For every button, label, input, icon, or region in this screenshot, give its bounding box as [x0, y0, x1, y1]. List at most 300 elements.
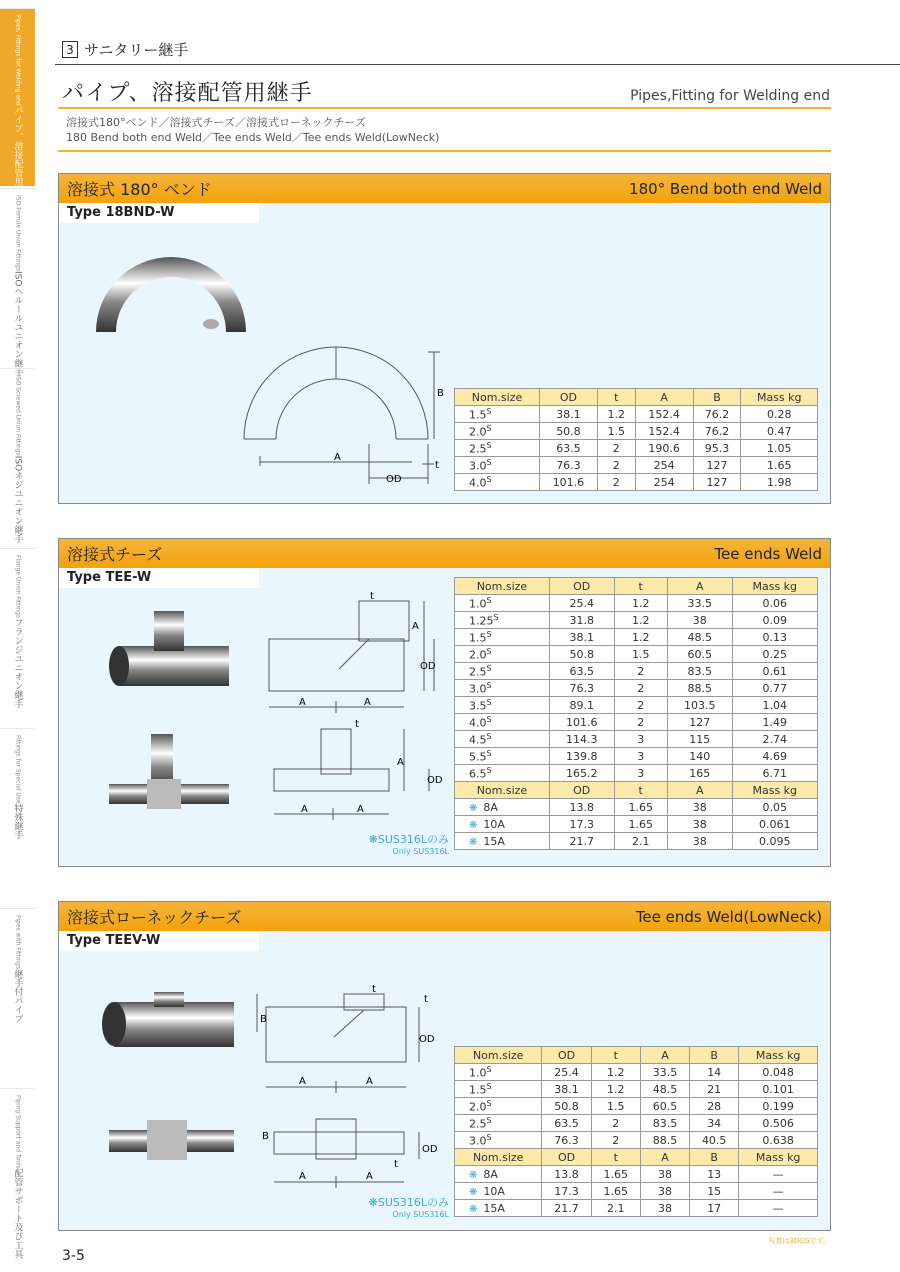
- cell-value: 4.5: [469, 733, 487, 747]
- sidebar-tab-label: [12, 375, 24, 543]
- cell-value: 1.5: [607, 424, 626, 438]
- cell-value: 0.05: [762, 800, 788, 814]
- section-title-bar: [59, 174, 830, 203]
- table-cell: [549, 816, 614, 833]
- table-row: [455, 816, 818, 833]
- spec-table-lowneck: [454, 1046, 818, 1217]
- table-cell: [455, 1200, 542, 1217]
- sidebar-tab[interactable]: [0, 8, 35, 205]
- sidebar-tab-en: Fittings for Special Use: [14, 735, 22, 804]
- table-cell: [455, 1183, 542, 1200]
- table-cell: [732, 578, 817, 595]
- cell-value: 76.3: [556, 458, 581, 472]
- table-cell: [455, 782, 550, 799]
- cell-value: 76.3: [569, 681, 594, 695]
- schedule-sup: S: [486, 423, 492, 433]
- sidebar-tab-en: ISO Screwed Union Fittings: [14, 375, 22, 456]
- cell-value: —: [772, 1184, 784, 1198]
- cell-value: 95.3: [704, 441, 730, 455]
- table-row: [455, 1064, 818, 1081]
- table-cell: [667, 765, 732, 782]
- dim-a: A: [299, 697, 306, 708]
- table-cell: [597, 389, 635, 406]
- table-cell: [732, 646, 817, 663]
- sidebar-tab[interactable]: [0, 1088, 35, 1266]
- cell-value: 4.0: [469, 476, 487, 490]
- table-row: [455, 1081, 818, 1098]
- sidebar-tab-ja: ISOネジユニオン継手: [12, 455, 23, 544]
- table-cell: [614, 697, 667, 714]
- dim-a: A: [299, 1076, 306, 1087]
- table-cell: [640, 1183, 689, 1200]
- cell-value: 2: [612, 1116, 620, 1130]
- table-cell: [732, 595, 817, 612]
- table-cell: [614, 816, 667, 833]
- table-cell: [739, 1200, 818, 1217]
- cell-value: A: [661, 1048, 669, 1062]
- cell-value: 38: [657, 1201, 672, 1215]
- table-cell: [667, 595, 732, 612]
- table-cell: [739, 1047, 818, 1064]
- sidebar-tab[interactable]: [0, 188, 35, 377]
- sidebar-tab-ja: 継手付パイプ: [12, 969, 23, 1024]
- cell-value: 48.5: [652, 1082, 678, 1096]
- cell-value: A: [661, 1150, 669, 1164]
- table-cell: [693, 406, 741, 423]
- table-row: [455, 595, 818, 612]
- table-cell: [455, 714, 550, 731]
- cell-value: 1.0: [469, 597, 487, 611]
- cell-value: 1.05: [766, 441, 792, 455]
- table-cell: [540, 457, 598, 474]
- tee-small-photo: [99, 734, 239, 819]
- table-cell: [591, 1115, 640, 1132]
- table-cell: [549, 833, 614, 850]
- cell-value: A: [660, 390, 668, 404]
- page-title-en: Pipes,Fitting for Welding end: [630, 88, 830, 104]
- cell-value: 1.65: [603, 1167, 628, 1181]
- cell-value: 1.98: [766, 475, 792, 489]
- dim-t: t: [394, 1159, 398, 1170]
- lowneck-small-drawing: [254, 1107, 449, 1192]
- cell-value: 88.5: [652, 1133, 678, 1147]
- dim-od: OD: [422, 1144, 438, 1155]
- cell-value: 3.0: [469, 459, 487, 473]
- cell-value: 76.2: [704, 407, 730, 421]
- table-cell: [614, 799, 667, 816]
- cell-value: 165.2: [565, 766, 598, 780]
- cell-value: 127: [689, 715, 711, 729]
- table-cell: [635, 440, 693, 457]
- cell-value: 38: [692, 817, 707, 831]
- cell-value: 1.5: [607, 1099, 625, 1113]
- cell-value: 40.5: [701, 1133, 727, 1147]
- table-cell: [549, 680, 614, 697]
- section-title: 溶接式 180° ベンド: [67, 180, 212, 199]
- cell-value: 38.1: [569, 630, 594, 644]
- cell-value: 48.5: [687, 630, 712, 644]
- cell-value: 1.2: [607, 1082, 625, 1096]
- cell-value: 38: [692, 834, 707, 848]
- table-cell: [667, 782, 732, 799]
- table-header-row: [455, 578, 818, 595]
- table-cell: [542, 1149, 591, 1166]
- cell-value: —: [772, 1201, 784, 1215]
- cell-value: t: [638, 579, 643, 593]
- section-title-en: Tee ends Weld(LowNeck): [635, 907, 822, 926]
- note-ja: ❋SUS316Lのみ: [368, 1196, 449, 1209]
- cell-value: 2.5: [469, 665, 487, 679]
- cell-value: OD: [557, 1150, 576, 1164]
- table-header-row: [455, 782, 818, 799]
- table-cell: [739, 1166, 818, 1183]
- table-cell: [739, 1149, 818, 1166]
- sidebar-tab[interactable]: [0, 548, 35, 726]
- photo-note: 写真は3DCGです。: [768, 1237, 830, 1245]
- type-label: Type TEEV-W: [59, 931, 259, 951]
- table-cell: [739, 1098, 818, 1115]
- cell-value: 0.06: [762, 596, 788, 610]
- table-cell: [741, 457, 818, 474]
- section-title-bar: [59, 902, 830, 931]
- schedule-sup: S: [486, 714, 492, 724]
- cell-value: 0.095: [759, 834, 791, 848]
- table-cell: [693, 440, 741, 457]
- cell-value: t: [638, 783, 643, 797]
- table-cell: [667, 697, 732, 714]
- table-cell: [455, 1149, 542, 1166]
- table-cell: [667, 714, 732, 731]
- sidebar-tab[interactable]: [0, 728, 35, 906]
- table-cell: [540, 423, 598, 440]
- cell-value: 1.04: [762, 698, 788, 712]
- cell-value: 38.1: [556, 407, 581, 421]
- cell-value: 3.0: [469, 1134, 487, 1148]
- table-cell: [455, 697, 550, 714]
- table-cell: [455, 440, 540, 457]
- cell-value: Mass kg: [752, 579, 798, 593]
- table-cell: [690, 1047, 739, 1064]
- dim-t: t: [355, 719, 359, 730]
- cell-value: Mass kg: [755, 1048, 801, 1062]
- schedule-sup: S: [486, 629, 492, 639]
- sidebar-tab-ja: ISOヘルールユニオン継手: [12, 270, 23, 377]
- schedule-sup: S: [486, 474, 492, 484]
- cell-value: 10A: [483, 817, 505, 831]
- table-cell: [635, 423, 693, 440]
- table-cell: [455, 663, 550, 680]
- cell-value: 60.5: [687, 647, 712, 661]
- table-cell: [455, 578, 550, 595]
- cell-value: B: [710, 1150, 718, 1164]
- table-cell: [455, 423, 540, 440]
- table-cell: [455, 612, 550, 629]
- table-cell: [614, 663, 667, 680]
- table-cell: [635, 389, 693, 406]
- dim-t: t: [372, 984, 376, 995]
- table-row: [455, 833, 818, 850]
- cell-value: 1.65: [766, 458, 792, 472]
- table-cell: [542, 1200, 591, 1217]
- cell-value: 1.65: [628, 817, 653, 831]
- cell-value: 1.5: [469, 408, 487, 422]
- cell-value: 0.199: [762, 1099, 794, 1113]
- table-cell: [542, 1183, 591, 1200]
- sidebar-tab-label: [12, 915, 24, 1023]
- table-cell: [549, 765, 614, 782]
- table-row: [455, 612, 818, 629]
- table-cell: [667, 629, 732, 646]
- dim-a: A: [357, 804, 364, 815]
- table-cell: [455, 731, 550, 748]
- table-cell: [455, 748, 550, 765]
- dim-a: A: [366, 1076, 373, 1087]
- table-cell: [667, 731, 732, 748]
- dim-a: A: [364, 697, 371, 708]
- sidebar-tab-en: Piping Support and Tools: [14, 1095, 22, 1169]
- section-lowneck-tee: [58, 901, 831, 1231]
- schedule-sup: S: [486, 663, 492, 673]
- dim-a: A: [366, 1171, 373, 1182]
- tee-small-drawing: [259, 719, 454, 829]
- dim-a: A: [299, 1171, 306, 1182]
- table-cell: [690, 1098, 739, 1115]
- cell-value: 2: [612, 475, 620, 489]
- sidebar-tab-label: [12, 195, 24, 376]
- table-cell: [732, 731, 817, 748]
- table-row: [455, 697, 818, 714]
- table-cell: [690, 1132, 739, 1149]
- table-row: [455, 1183, 818, 1200]
- cell-value: 13.8: [569, 800, 594, 814]
- table-cell: [693, 474, 741, 491]
- table-cell: [542, 1166, 591, 1183]
- cell-value: 83.5: [652, 1116, 678, 1130]
- cell-value: 6.71: [762, 766, 788, 780]
- cell-value: 15: [707, 1184, 722, 1198]
- category-header: [62, 39, 188, 60]
- cell-value: 76.2: [704, 424, 730, 438]
- table-cell: [614, 595, 667, 612]
- cell-value: 15A: [483, 1201, 505, 1215]
- cell-value: A: [695, 579, 704, 593]
- table-row: [455, 731, 818, 748]
- table-cell: [667, 816, 732, 833]
- tee-photo: [99, 611, 239, 696]
- cell-value: 2: [637, 681, 645, 695]
- table-cell: [732, 714, 817, 731]
- table-cell: [542, 1115, 591, 1132]
- table-cell: [732, 629, 817, 646]
- dim-od: OD: [420, 661, 436, 672]
- cell-value: t: [614, 390, 619, 404]
- dim-t: t: [435, 460, 439, 471]
- table-cell: [690, 1166, 739, 1183]
- table-cell: [591, 1047, 640, 1064]
- schedule-sup: S: [486, 1064, 492, 1074]
- schedule-sup: S: [486, 1081, 492, 1091]
- sus316l-note: [344, 1194, 449, 1219]
- lowneck-photo: [99, 987, 239, 1062]
- cell-value: 2: [612, 1133, 620, 1147]
- table-cell: [732, 697, 817, 714]
- table-row: [455, 765, 818, 782]
- sidebar-tab-ja: フランジユニオン継手: [12, 618, 23, 709]
- table-cell: [549, 782, 614, 799]
- sidebar-tab[interactable]: [0, 908, 35, 1086]
- sus316l-note: [344, 831, 449, 856]
- cell-value: Mass kg: [755, 1150, 801, 1164]
- cell-value: 63.5: [554, 1116, 579, 1130]
- table-cell: [542, 1081, 591, 1098]
- sidebar-tab-en: Pipes with Fittings: [14, 915, 22, 970]
- cell-value: 0.101: [762, 1082, 794, 1096]
- cell-value: 1.5: [631, 647, 650, 661]
- table-row: [455, 406, 818, 423]
- section-title: 溶接式ローネックチーズ: [67, 908, 242, 927]
- cell-value: 1.5: [469, 631, 487, 645]
- table-cell: [739, 1132, 818, 1149]
- table-row: [455, 714, 818, 731]
- cell-value: 0.13: [762, 630, 788, 644]
- table-cell: [732, 833, 817, 850]
- table-cell: [739, 1081, 818, 1098]
- page-title: パイプ、溶接配管用継手: [62, 81, 313, 106]
- subtitle-en: 180 Bend both end Weld／Tee ends Weld／Tee ends Weld(LowNeck): [66, 131, 440, 144]
- table-cell: [455, 1115, 542, 1132]
- table-cell: [640, 1166, 689, 1183]
- table-cell: [540, 389, 598, 406]
- cell-value: 33.5: [687, 596, 712, 610]
- table-cell: [741, 423, 818, 440]
- sidebar-tab-ja: 配管サポート及び工具: [12, 1168, 23, 1259]
- table-cell: [455, 646, 550, 663]
- table-cell: [635, 406, 693, 423]
- schedule-sup: S: [486, 457, 492, 467]
- cell-value: 50.8: [569, 647, 594, 661]
- cell-value: 13.8: [554, 1167, 579, 1181]
- cell-value: 2.0: [469, 425, 487, 439]
- section-title-en: 180° Bend both end Weld: [629, 179, 822, 198]
- table-row: [455, 1200, 818, 1217]
- cell-value: 103.5: [683, 698, 716, 712]
- table-row: [455, 748, 818, 765]
- table-row: [455, 457, 818, 474]
- cell-value: 0.506: [762, 1116, 794, 1130]
- sus316l-mark: ❋: [469, 836, 478, 848]
- table-cell: [741, 406, 818, 423]
- table-cell: [542, 1064, 591, 1081]
- sus316l-mark: ❋: [469, 1186, 478, 1198]
- table-header-row: [455, 389, 818, 406]
- cell-value: 0.061: [759, 817, 791, 831]
- table-cell: [542, 1047, 591, 1064]
- table-cell: [693, 389, 741, 406]
- table-cell: [455, 833, 550, 850]
- cell-value: 0.47: [766, 424, 792, 438]
- table-cell: [690, 1081, 739, 1098]
- cell-value: 88.5: [687, 681, 712, 695]
- cell-value: 4.0: [469, 716, 487, 730]
- cell-value: 28: [707, 1099, 722, 1113]
- table-cell: [739, 1183, 818, 1200]
- sidebar-tab-label: [12, 735, 24, 840]
- sidebar-tab[interactable]: [0, 368, 35, 546]
- table-cell: [614, 646, 667, 663]
- table-cell: [690, 1183, 739, 1200]
- table-cell: [635, 457, 693, 474]
- cell-value: 63.5: [569, 664, 594, 678]
- table-header-row: [455, 1149, 818, 1166]
- cell-value: A: [695, 783, 704, 797]
- table-cell: [455, 474, 540, 491]
- table-cell: [591, 1098, 640, 1115]
- cell-value: Nom.size: [476, 579, 528, 593]
- cell-value: 21.7: [569, 834, 594, 848]
- table-cell: [640, 1047, 689, 1064]
- table-cell: [614, 782, 667, 799]
- table-cell: [591, 1166, 640, 1183]
- table-cell: [614, 748, 667, 765]
- cell-value: 2: [637, 715, 645, 729]
- cell-value: 89.1: [569, 698, 594, 712]
- cell-value: 1.0: [469, 1066, 487, 1080]
- cell-value: OD: [559, 390, 578, 404]
- table-cell: [741, 389, 818, 406]
- table-cell: [640, 1098, 689, 1115]
- table-row: [455, 663, 818, 680]
- section-tee: [58, 538, 831, 867]
- cell-value: Nom.size: [472, 1048, 524, 1062]
- table-cell: [591, 1081, 640, 1098]
- table-cell: [455, 457, 540, 474]
- table-cell: [549, 595, 614, 612]
- cell-value: 5.5: [469, 750, 487, 764]
- cell-value: 83.5: [687, 664, 712, 678]
- cell-value: 14: [707, 1065, 722, 1079]
- schedule-sup: S: [486, 765, 492, 775]
- table-cell: [667, 578, 732, 595]
- spec-table-bend: [454, 388, 818, 491]
- table-cell: [549, 731, 614, 748]
- cell-value: 17.3: [554, 1184, 579, 1198]
- table-cell: [549, 714, 614, 731]
- cell-value: 76.3: [554, 1133, 579, 1147]
- cell-value: 38: [692, 613, 707, 627]
- sidebar-tab-ja: パイプ、溶接配管用継手: [12, 105, 23, 205]
- section-title: 溶接式チーズ: [67, 545, 163, 564]
- cell-value: 1.2: [631, 630, 650, 644]
- cell-value: 3: [637, 732, 645, 746]
- cell-value: 2.0: [469, 1100, 487, 1114]
- dim-b: B: [437, 388, 444, 399]
- dim-t: t: [370, 591, 374, 602]
- cell-value: 38.1: [554, 1082, 579, 1096]
- cell-value: OD: [573, 783, 591, 797]
- table-cell: [614, 578, 667, 595]
- schedule-sup: S: [486, 1098, 492, 1108]
- table-cell: [690, 1200, 739, 1217]
- cell-value: 2: [612, 458, 620, 472]
- table-cell: [732, 748, 817, 765]
- table-cell: [542, 1132, 591, 1149]
- sidebar-tab-label: [12, 555, 24, 708]
- table-cell: [455, 799, 550, 816]
- cell-value: 152.4: [648, 407, 680, 421]
- sus316l-mark: ❋: [469, 1169, 478, 1181]
- table-cell: [732, 612, 817, 629]
- table-cell: [732, 663, 817, 680]
